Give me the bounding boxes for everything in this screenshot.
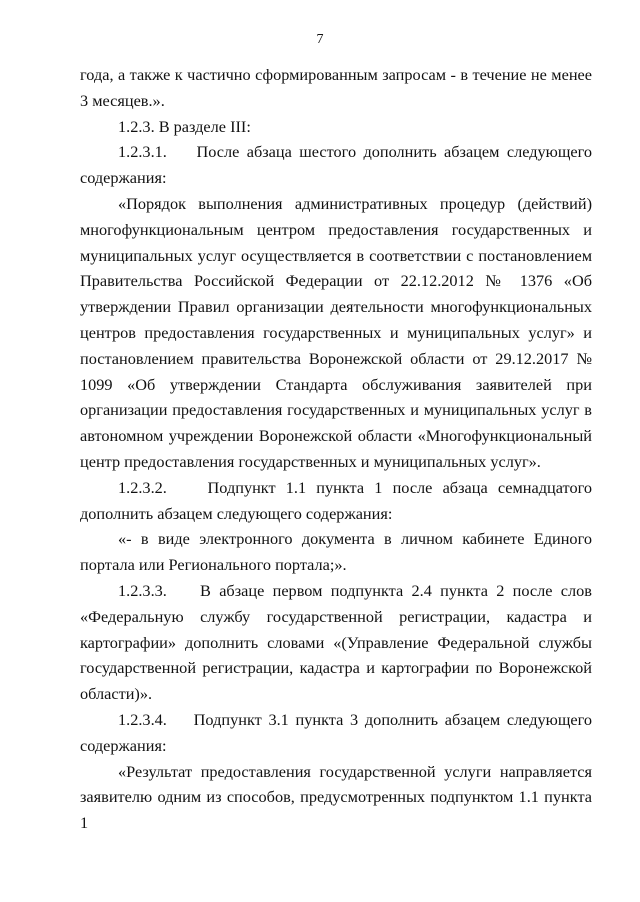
paragraph-quote-result: «Результат предоставления государственной услуги направляется заявителю одним из способов, предусмотренных подпунктом 1.1 пункта 1 xyxy=(80,761,592,833)
paragraph-quote-electronic-document: «- в виде электронного документа в личном кабинете Единого портала или Регионального портала;». xyxy=(80,529,592,575)
paragraph-continuation: года, а также к частично сформированным запросам - в течение не менее 3 месяцев.». xyxy=(80,65,592,110)
paragraph-1-2-3-3: 1.2.3.3. В абзаце первом подпункта 2.4 пункта 2 после слов «Федеральную службу государственной регистрации, кадастра и картографии» дополнить словами «(Управление Федеральной службы государственной регистрации, кадастра и картографии по Воронежской области)». xyxy=(80,580,597,704)
document-body xyxy=(80,62,597,836)
paragraph-1-2-3-1: 1.2.3.1. После абзаца шестого дополнить абзацем следующего содержания: xyxy=(80,142,597,188)
paragraph-section-heading: 1.2.3. В разделе III: xyxy=(118,116,251,136)
paragraph-quote-mfc-procedure: «Порядок выполнения административных процедур (действий) многофункциональным центром предоставления государственных и муниципальных услуг осуществляется в соответствии с постановлением Правительства Российской Федерации от 22.12.2012 № 1376 «Об утверждении Правил организации деятельности многофункциональных центров предоставления государственных и муниципальных услуг» и постановлением правительства Воронежской области от 29.12.2017 № 1099 «Об утверждении Стандарта обслуживания заявителей при организации предоставления государственных и муниципальных услуг в автономном учреждении Воронежской области «Многофункциональный центр предоставления государственных и муниципальных услуг». xyxy=(80,193,592,471)
paragraph-1-2-3-2: 1.2.3.2. Подпункт 1.1 пункта 1 после абзаца семнадцатого дополнить абзацем следующего содержания: xyxy=(80,477,597,523)
paragraph-1-2-3-4: 1.2.3.4. Подпункт 3.1 пункта 3 дополнить абзацем следующего содержания: xyxy=(80,709,597,755)
page-number: 7 xyxy=(316,32,324,47)
